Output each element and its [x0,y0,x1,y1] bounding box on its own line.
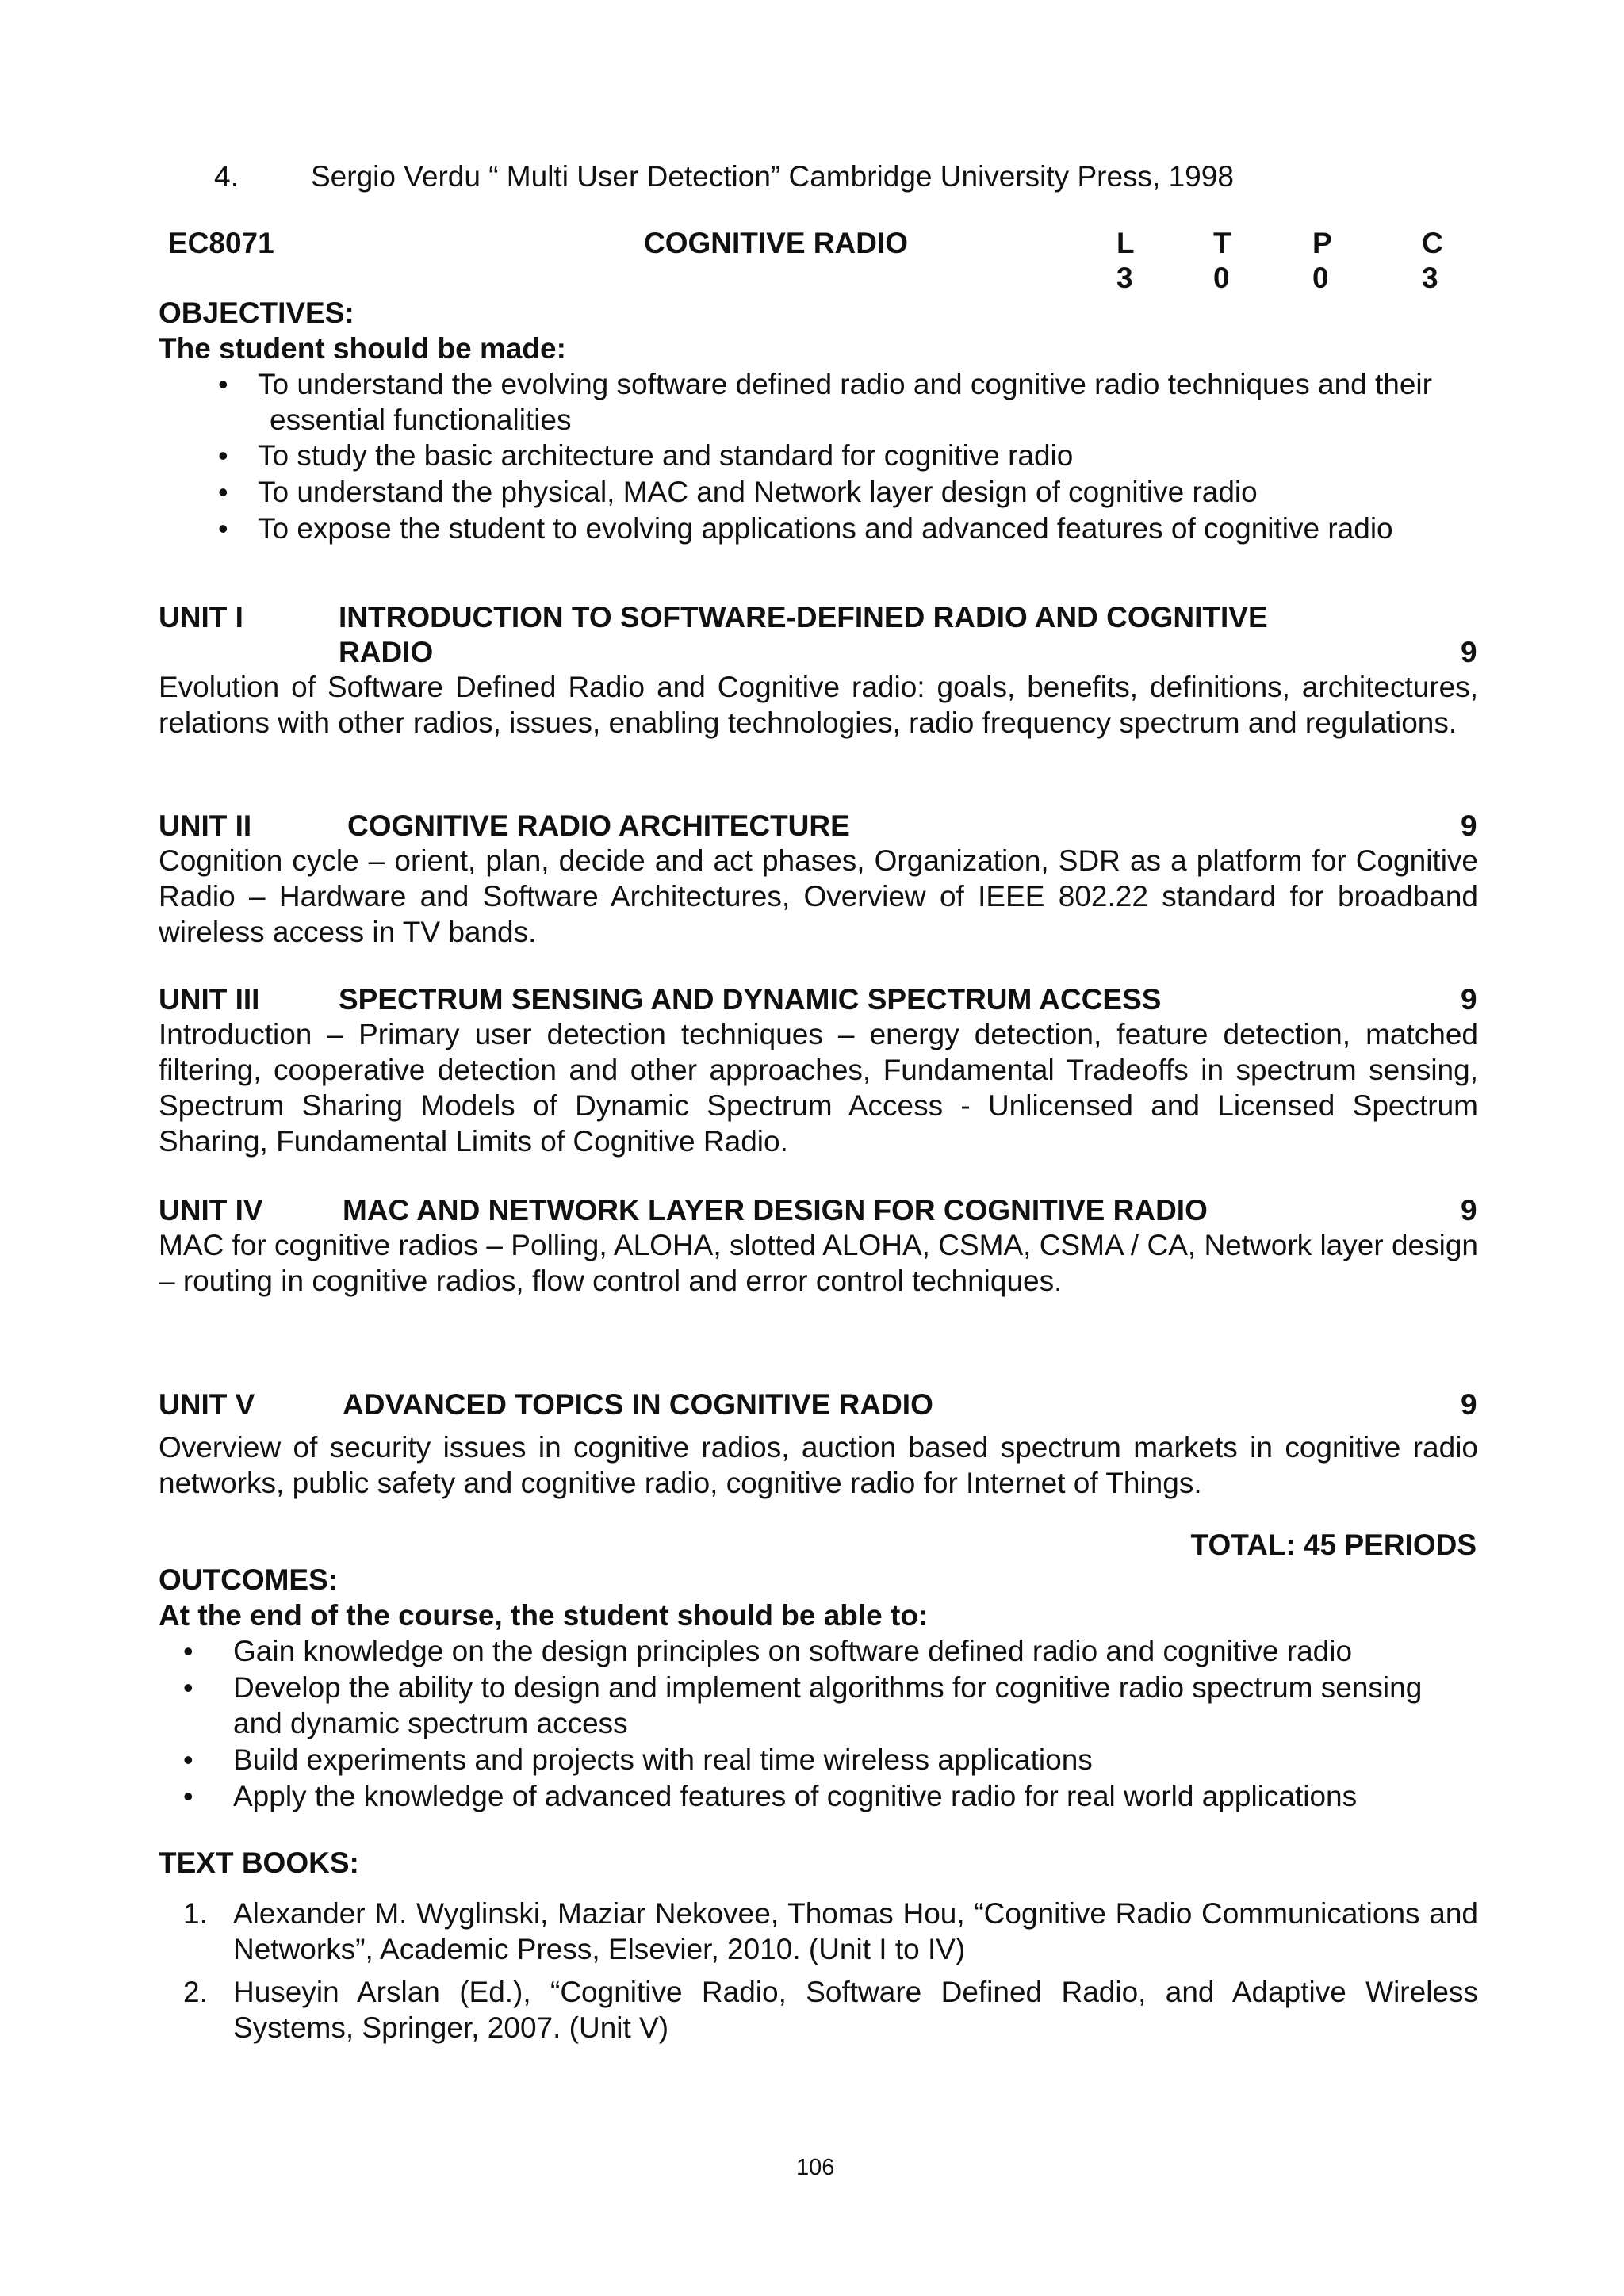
unit-content: Evolution of Software Defined Radio and Cognitive radio: goals, benefits, definitions, architectures, relations with other radios, issues, enabling technologies, radio frequency spectrum and regulations. [159,671,1478,739]
ltpc-value-p: 0 [1312,262,1329,294]
text-book-item: Alexander M. Wyglinski, Maziar Nekovee, Thomas Hou, “Cognitive Radio Communications and Networks”, Academic Press, Elsevier, 2010. (Unit I to IV) [233,1897,1478,1965]
unit-title-continuation: RADIO [339,636,434,668]
unit-title: SPECTRUM SENSING AND DYNAMIC SPECTRUM ACCESS [339,983,1162,1016]
objective-item: To expose the student to evolving applications and advanced features of cognitive radio [258,512,1393,545]
text-book-number: 2. [183,1976,208,2008]
unit-content: MAC for cognitive radios – Polling, ALOHA, slotted ALOHA, CSMA, CSMA / CA, Network layer design – routing in cognitive radios, flow control and error control techniques. [159,1229,1478,1297]
unit-hours: 9 [1461,1388,1477,1421]
objectives-heading: OBJECTIVES: [159,297,354,329]
objectives-intro: The student should be made: [159,332,566,365]
ltpc-value-l: 3 [1116,262,1133,294]
objective-item: To understand the evolving software defined radio and cognitive radio techniques and their [258,368,1432,400]
bullet-icon: • [218,476,228,508]
unit-content: Introduction – Primary user detection techniques – energy detection, feature detection, matched filtering, cooperative detection and other approaches, Fundamental Tradeoffs in spectrum sensing, Spectrum Sharing Models of Dynamic Spectrum Access - Unlicensed and Licensed Spectrum Sharing, Fundamental Limits of Cognitive Radio. [159,1018,1478,1158]
prev-reference-number: 4. [214,160,239,193]
unit-label: UNIT I [159,601,243,633]
bullet-icon: • [218,439,228,472]
bullet-icon: • [183,1635,193,1667]
outcome-item-continuation: and dynamic spectrum access [233,1707,628,1739]
unit-content: Overview of security issues in cognitive radios, auction based spectrum markets in cognitive radio networks, public safety and cognitive radio, cognitive radio for Internet of Things. [159,1431,1478,1499]
page-number: 106 [796,2155,835,2180]
unit-hours: 9 [1461,636,1477,668]
unit-title: MAC AND NETWORK LAYER DESIGN FOR COGNITIVE RADIO [343,1194,1208,1226]
unit-label: UNIT IV [159,1194,263,1226]
prev-reference-text: Sergio Verdu “ Multi User Detection” Cambridge University Press, 1998 [311,160,1234,193]
text-books-heading: TEXT BOOKS: [159,1846,359,1879]
outcome-item: Apply the knowledge of advanced features of cognitive radio for real world applications [233,1780,1358,1812]
outcome-item: Develop the ability to design and implement algorithms for cognitive radio spectrum sensing [233,1671,1423,1704]
unit-label: UNIT III [159,983,260,1016]
ltpc-value-c: 3 [1422,262,1438,294]
unit-title: COGNITIVE RADIO ARCHITECTURE [347,809,850,842]
outcome-item: Gain knowledge on the design principles on software defined radio and cognitive radio [233,1635,1353,1667]
ltpc-header-t: T [1213,227,1231,259]
unit-hours: 9 [1461,1194,1477,1226]
ltpc-header-p: P [1312,227,1332,259]
text-book-number: 1. [183,1897,208,1930]
unit-hours: 9 [1461,983,1477,1016]
outcomes-intro: At the end of the course, the student should be able to: [159,1599,929,1632]
bullet-icon: • [218,512,228,545]
outcomes-heading: OUTCOMES: [159,1563,339,1596]
unit-label: UNIT II [159,809,252,842]
ltpc-value-t: 0 [1213,262,1230,294]
objective-item: To understand the physical, MAC and Network layer design of cognitive radio [258,476,1258,508]
unit-label: UNIT V [159,1388,255,1421]
bullet-icon: • [183,1743,193,1776]
course-title: COGNITIVE RADIO [644,227,909,259]
ltpc-header-l: L [1116,227,1135,259]
total-periods: TOTAL: 45 PERIODS [1190,1529,1477,1561]
objective-item-continuation: essential functionalities [270,404,572,436]
outcome-item: Build experiments and projects with real time wireless applications [233,1743,1093,1776]
unit-hours: 9 [1461,809,1477,842]
bullet-icon: • [218,368,228,400]
ltpc-header-c: C [1422,227,1443,259]
course-code: EC8071 [168,227,274,259]
unit-title: ADVANCED TOPICS IN COGNITIVE RADIO [343,1388,933,1421]
objective-item: To study the basic architecture and standard for cognitive radio [258,439,1074,472]
bullet-icon: • [183,1671,193,1704]
text-book-item: Huseyin Arslan (Ed.), “Cognitive Radio, Software Defined Radio, and Adaptive Wireless Systems, Springer, 2007. (Unit V) [233,1976,1478,2044]
bullet-icon: • [183,1780,193,1812]
unit-content: Cognition cycle – orient, plan, decide and act phases, Organization, SDR as a platform for Cognitive Radio – Hardware and Software Architectures, Overview of IEEE 802.22 standard for broadband wireless access in TV bands. [159,844,1478,948]
unit-title: INTRODUCTION TO SOFTWARE-DEFINED RADIO AND COGNITIVE [339,601,1268,633]
